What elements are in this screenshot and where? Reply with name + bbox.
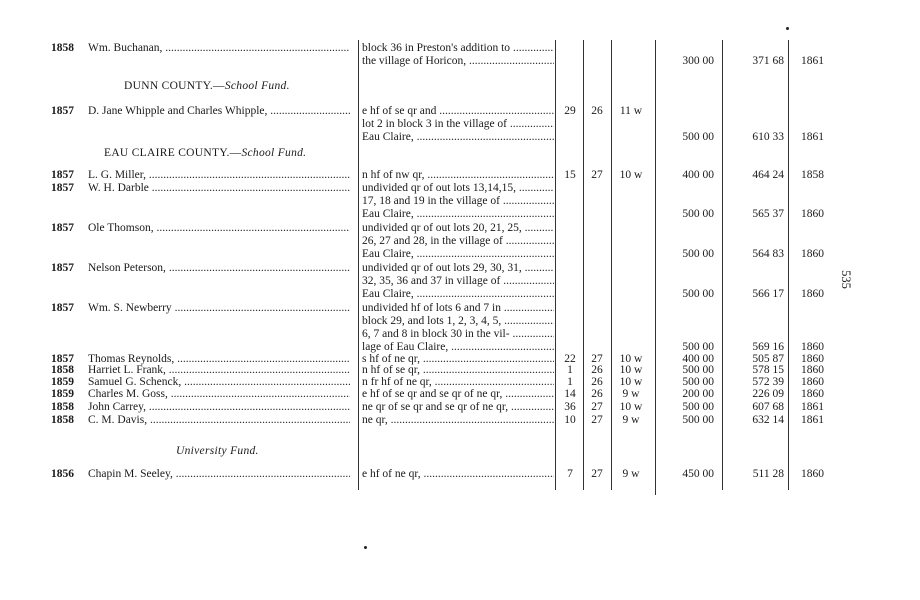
row-description: e hf of ne qr, .....: [362, 467, 554, 481]
row-description: block 36 in Preston's addition to .....: [362, 41, 554, 55]
row-town: 26: [591, 376, 603, 388]
row-description: undivided hf of lots 6 and 7 in .....: [362, 301, 554, 315]
row-amount: 607 68: [752, 401, 784, 413]
row-amount: 511 28: [752, 468, 784, 480]
row-name: Thomas Reynolds, .....: [88, 352, 350, 366]
row-name: Wm. Buchanan, .....: [88, 41, 350, 55]
row-town: 27: [591, 353, 603, 365]
row-amount: 578 15: [752, 364, 784, 376]
row-year-paid: 1861: [801, 55, 824, 67]
row-price: 450 00: [682, 468, 714, 480]
row-amount: 371 68: [752, 55, 784, 67]
row-year-paid: 1861: [801, 414, 824, 426]
row-section: 10: [564, 414, 576, 426]
fund-name: School Fund.: [224, 80, 290, 92]
row-year: 1858: [51, 401, 74, 413]
row-year: 1857: [51, 353, 74, 365]
row-name: Samuel G. Schenck, .....: [88, 375, 350, 389]
row-range: 10 w: [619, 169, 643, 181]
row-name: Ole Thomson, .....: [88, 221, 350, 235]
row-town: 26: [591, 105, 603, 117]
row-price: 500 00: [682, 364, 714, 376]
row-description: e hf of se qr and .....: [362, 104, 554, 118]
print-speck: [364, 546, 367, 549]
row-name: C. M. Davis, .....: [88, 413, 350, 427]
row-year-paid: 1860: [801, 364, 824, 376]
section-heading-university: [176, 444, 259, 458]
row-range: 9 w: [622, 468, 640, 480]
row-amount: 565 37: [752, 208, 784, 220]
row-section: 36: [564, 401, 576, 413]
table-row: [0, 104, 900, 118]
row-town: 27: [591, 401, 603, 413]
row-year-paid: 1861: [801, 131, 824, 143]
county-name: DUNN COUNTY.: [124, 80, 214, 92]
row-description: ne qr of se qr and se qr of ne qr, .....: [362, 400, 554, 414]
row-amount: 564 83: [752, 248, 784, 260]
row-description: ne qr, .....: [362, 413, 554, 427]
table-row: [0, 194, 900, 208]
row-range: 10 w: [619, 376, 643, 388]
table-row: [0, 314, 900, 328]
row-year: 1857: [51, 262, 74, 274]
table-row: [0, 54, 900, 68]
row-description: Eau Claire, .....: [362, 247, 554, 261]
row-name: Nelson Peterson, .....: [88, 261, 350, 275]
row-year: 1856: [51, 468, 74, 480]
table-row: [0, 327, 900, 341]
row-town: 26: [591, 364, 603, 376]
row-description: 26, 27 and 28, in the village of .....: [362, 234, 554, 248]
row-name: Harriet L. Frank, .....: [88, 363, 350, 377]
row-section: 1: [567, 364, 573, 376]
row-description: s hf of ne qr, .....: [362, 352, 554, 366]
row-price: 500 00: [682, 208, 714, 220]
row-year-paid: 1858: [801, 169, 824, 181]
row-description: Eau Claire, .....: [362, 207, 554, 221]
table-row: [0, 168, 900, 182]
row-year-paid: 1861: [801, 401, 824, 413]
table-row: [0, 234, 900, 248]
row-description: 6, 7 and 8 in block 30 in the vil- .....: [362, 327, 554, 341]
row-amount: 610 33: [752, 131, 784, 143]
row-range: 11 w: [619, 105, 643, 117]
row-name: D. Jane Whipple and Charles Whipple, .....: [88, 104, 350, 118]
print-speck: [786, 27, 789, 30]
row-price: 500 00: [682, 288, 714, 300]
row-year: 1859: [51, 376, 74, 388]
row-price: 400 00: [682, 169, 714, 181]
row-section: 15: [564, 169, 576, 181]
row-year-paid: 1860: [801, 288, 824, 300]
row-price: 300 00: [682, 55, 714, 67]
row-price: 500 00: [682, 341, 714, 353]
table-row: [0, 387, 900, 401]
row-year: 1858: [51, 364, 74, 376]
table-row: [0, 207, 900, 221]
row-amount: 632 14: [752, 414, 784, 426]
row-year-paid: 1860: [801, 248, 824, 260]
row-section: 7: [567, 468, 573, 480]
row-town: 27: [591, 468, 603, 480]
table-row: [0, 261, 900, 275]
row-price: 500 00: [682, 414, 714, 426]
row-year-paid: 1860: [801, 341, 824, 353]
row-description: the village of Horicon, .....: [362, 54, 554, 68]
page-number: 535: [838, 270, 853, 289]
row-year: 1857: [51, 105, 74, 117]
row-year: 1857: [51, 302, 74, 314]
row-description: block 29, and lots 1, 2, 3, 4, 5, .....: [362, 314, 554, 328]
row-year-paid: 1860: [801, 208, 824, 220]
row-description: lot 2 in block 3 in the village of .....: [362, 117, 554, 131]
row-description: undivided qr of out lots 13,14,15, .....: [362, 181, 554, 195]
row-section: 14: [564, 388, 576, 400]
row-description: Eau Claire, .....: [362, 287, 554, 301]
row-year-paid: 1860: [801, 353, 824, 365]
row-year: 1857: [51, 182, 74, 194]
row-year: 1858: [51, 414, 74, 426]
row-price: 400 00: [682, 353, 714, 365]
row-name: Charles M. Goss, .....: [88, 387, 350, 401]
row-description: 17, 18 and 19 in the village of .....: [362, 194, 554, 208]
row-town: 27: [591, 414, 603, 426]
row-description: undivided qr of out lots 20, 21, 25, .....: [362, 221, 554, 235]
row-amount: 572 39: [752, 376, 784, 388]
row-year: 1858: [51, 42, 74, 54]
table-row: [0, 130, 900, 144]
row-amount: 505 87: [752, 353, 784, 365]
county-name: EAU CLAIRE COUNTY.: [104, 147, 230, 159]
row-name: L. G. Miller, .....: [88, 168, 350, 182]
row-range: 10 w: [619, 364, 643, 376]
row-year-paid: 1860: [801, 468, 824, 480]
row-price: 500 00: [682, 376, 714, 388]
table-row: [0, 247, 900, 261]
row-section: 29: [564, 105, 576, 117]
row-description: Eau Claire, .....: [362, 130, 554, 144]
table-row: [0, 287, 900, 301]
row-name: W. H. Darble .....: [88, 181, 350, 195]
row-amount: 464 24: [752, 169, 784, 181]
row-range: 10 w: [619, 353, 643, 365]
row-price: 500 00: [682, 248, 714, 260]
section-heading-dunn: DUNN COUNTY.—School Fund.: [124, 80, 290, 92]
row-description: lage of Eau Claire, .....: [362, 340, 554, 354]
row-description: e hf of se qr and se qr of ne qr, .....: [362, 387, 554, 401]
row-price: 500 00: [682, 131, 714, 143]
row-year: 1859: [51, 388, 74, 400]
table-row: [0, 400, 900, 414]
row-year-paid: 1860: [801, 376, 824, 388]
row-description: n hf of se qr, .....: [362, 363, 554, 377]
row-name: John Carrey, .....: [88, 400, 350, 414]
fund-name: University Fund.: [176, 445, 259, 457]
row-year: 1857: [51, 169, 74, 181]
row-section: 1: [567, 376, 573, 388]
row-amount: 566 17: [752, 288, 784, 300]
section-heading-eau-claire: EAU CLAIRE COUNTY.—School Fund.: [104, 147, 307, 159]
row-price: 200 00: [682, 388, 714, 400]
row-description: n hf of nw qr, .....: [362, 168, 554, 182]
table-row: [0, 301, 900, 315]
table-row: [0, 274, 900, 288]
table-row: [0, 117, 900, 131]
row-range: 10 w: [619, 401, 643, 413]
row-town: 27: [591, 169, 603, 181]
table-row: [0, 221, 900, 235]
table-row: [0, 467, 900, 481]
table-row: [0, 41, 900, 55]
table-row: [0, 181, 900, 195]
row-year-paid: 1860: [801, 388, 824, 400]
row-description: undivided qr of out lots 29, 30, 31, .....: [362, 261, 554, 275]
row-name: Wm. S. Newberry .....: [88, 301, 350, 315]
row-range: 9 w: [622, 414, 640, 426]
fund-name: School Fund.: [241, 147, 307, 159]
row-description: 32, 35, 36 and 37 in village of .....: [362, 274, 554, 288]
row-price: 500 00: [682, 401, 714, 413]
row-description: n fr hf of ne qr, .....: [362, 375, 554, 389]
row-name: Chapin M. Seeley, .....: [88, 467, 350, 481]
row-range: 9 w: [622, 388, 640, 400]
row-amount: 569 16: [752, 341, 784, 353]
row-year: 1857: [51, 222, 74, 234]
row-town: 26: [591, 388, 603, 400]
row-amount: 226 09: [752, 388, 784, 400]
table-row: [0, 413, 900, 427]
row-section: 22: [564, 353, 576, 365]
